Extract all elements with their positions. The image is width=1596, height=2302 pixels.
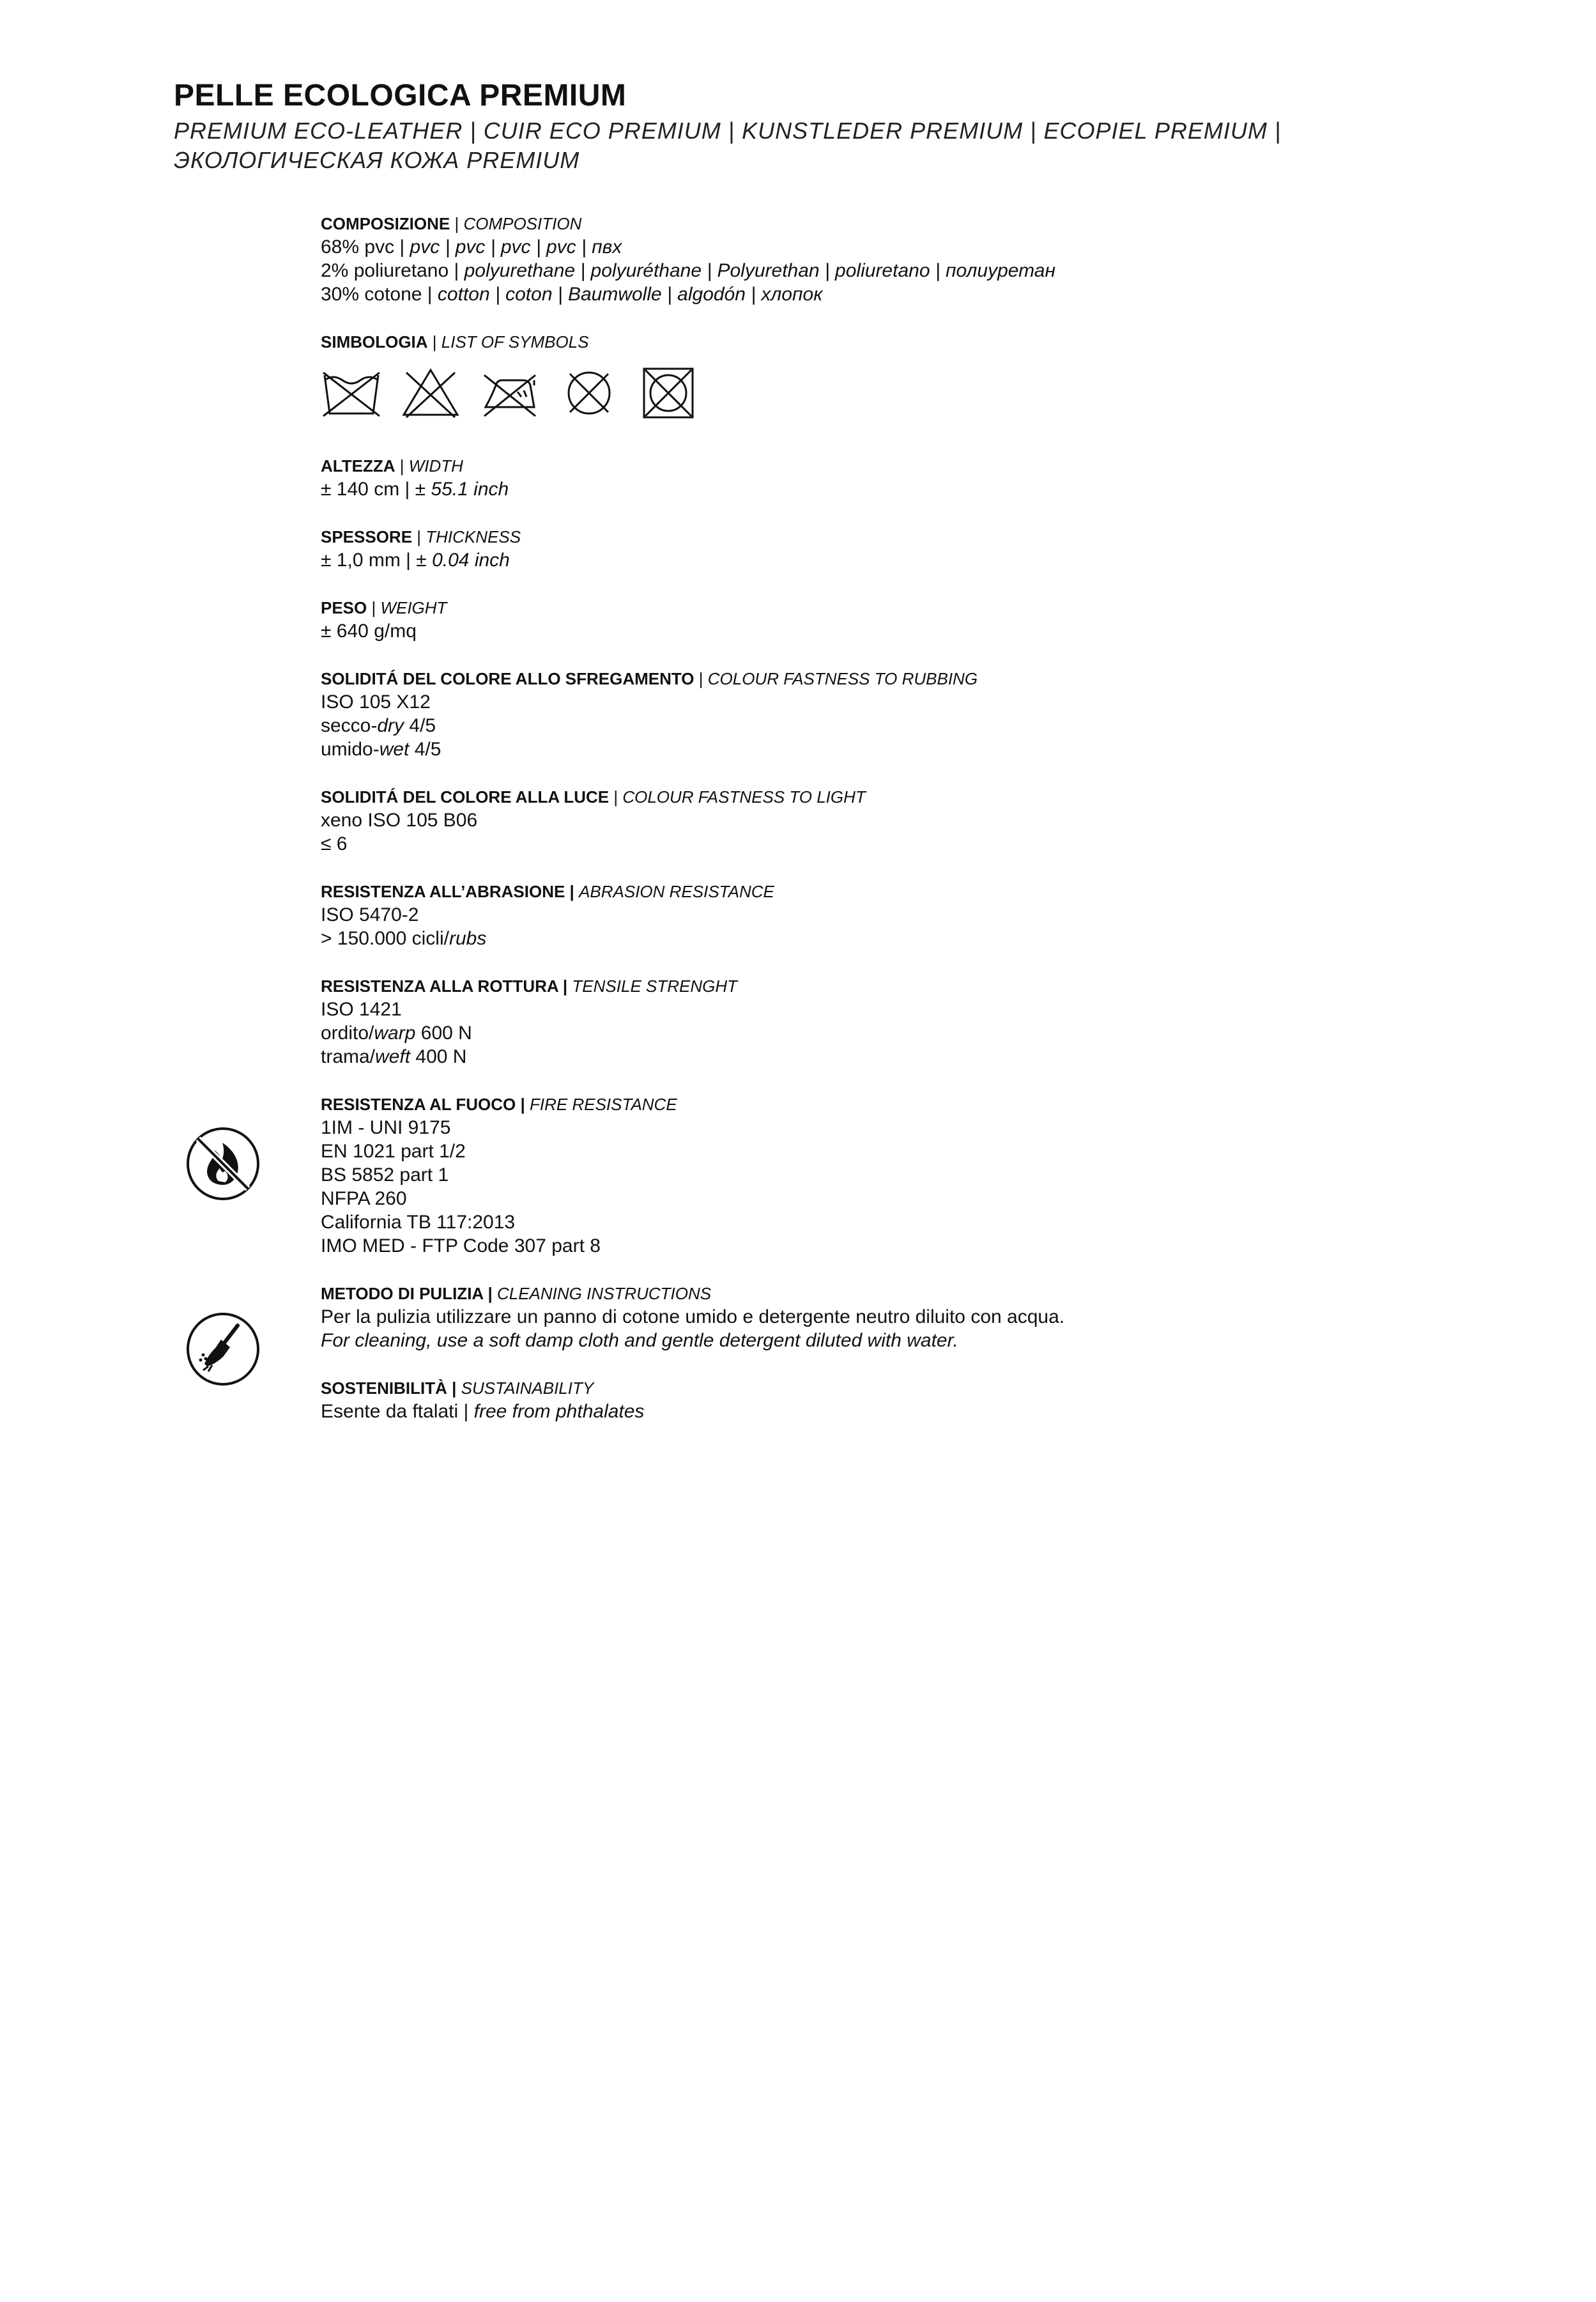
tensile-label-en: TENSILE STRENGHT <box>572 977 738 996</box>
cleaning-brush-icon <box>185 1311 261 1387</box>
thickness-label: SPESSORE <box>321 527 413 546</box>
do-not-wash-icon <box>321 366 382 420</box>
sustainability-value-en: free from phthalates <box>473 1401 645 1422</box>
page-title: PELLE ECOLOGICA PREMIUM <box>174 79 627 112</box>
do-not-dry-clean-icon <box>558 366 620 420</box>
fire-section <box>321 1093 1535 1258</box>
rubbing-dry: secco-dry 4/5 <box>321 715 436 736</box>
thickness-label-en: THICKNESS <box>426 527 521 546</box>
weight-label-en: WEIGHT <box>380 598 447 617</box>
weight-section: PESO | WEIGHT ± 640 g/mq <box>321 596 1535 643</box>
light-label: SOLIDITÁ DEL COLORE ALLA LUCE <box>321 787 610 807</box>
sustainability-section <box>321 1377 1535 1423</box>
cleaning-label-en: CLEANING INSTRUCTIONS <box>496 1284 712 1303</box>
composition-row: 2% poliuretano | polyurethane | polyuréthane | Polyurethan | poliuretano | полиуретан <box>321 260 1055 281</box>
width-section: ALTEZZA | WIDTH ± 140 cm | ± 55.1 inch <box>321 456 509 500</box>
fire-resistance-icon <box>185 1126 261 1201</box>
light-label-en: COLOUR FASTNESS TO LIGHT <box>622 787 866 807</box>
fire-standard: BS 5852 part 1 <box>321 1164 449 1186</box>
weight-label: PESO <box>321 598 367 617</box>
fire-label: RESISTENZA AL FUOCO | <box>321 1095 525 1114</box>
sustainability-label-en: SUSTAINABILITY <box>461 1379 594 1398</box>
fire-standard: IMO MED - FTP Code 307 part 8 <box>321 1235 601 1256</box>
tensile-warp: ordito/warp 600 N <box>321 1023 472 1044</box>
abrasion-standard: ISO 5470-2 <box>321 904 419 925</box>
sustainability-value: Esente da ftalati | <box>321 1401 469 1422</box>
subtitle-line-1: PREMIUM ECO-LEATHER | CUIR ECO PREMIUM | KUNSTLEDER PREMIUM | ECOPIEL PREMIUM | <box>174 118 1282 144</box>
do-not-iron-icon <box>479 366 541 420</box>
symbols-label: SIMBOLOGIA <box>321 332 428 351</box>
composition-section: COMPOSIZIONE | COMPOSITION 68% pvc | pvc | pvc | pvc | pvc | пвх 2% poliuretano | polyurethane | polyuréthane | Polyurethan | poliuretano | полиуретан 30% cotone | cotton | coton | Baumwolle | algodón | хлопок <box>321 212 1535 306</box>
fire-standard: EN 1021 part 1/2 <box>321 1141 466 1162</box>
composition-row: 68% pvc | pvc | pvc | pvc | pvc | пвх <box>321 236 622 258</box>
cleaning-text-en: For cleaning, use a soft damp cloth and gentle detergent diluted with water. <box>321 1330 958 1351</box>
rubbing-wet: umido-wet 4/5 <box>321 739 441 760</box>
tensile-weft: trama/weft 400 N <box>321 1046 467 1067</box>
composition-label-en: COMPOSITION <box>463 214 582 233</box>
fire-label-en: FIRE RESISTANCE <box>530 1095 677 1114</box>
fire-standard: 1IM - UNI 9175 <box>321 1117 451 1138</box>
rubbing-label-en: COLOUR FASTNESS TO RUBBING <box>707 669 978 688</box>
do-not-bleach-icon <box>400 366 461 420</box>
abrasion-section <box>321 880 1535 950</box>
thickness-value: ± 1,0 mm | <box>321 550 411 571</box>
subtitle-line-2: ЭКОЛОГИЧЕСКАЯ КОЖА PREMIUM <box>174 147 580 173</box>
width-value-en: ± 55.1 inch <box>415 479 509 500</box>
abrasion-label-en: ABRASION RESISTANCE <box>579 882 774 901</box>
rubbing-standard: ISO 105 X12 <box>321 691 431 713</box>
cleaning-section <box>321 1282 1535 1352</box>
width-value: ± 140 cm | <box>321 479 410 500</box>
width-label-en: WIDTH <box>408 456 463 475</box>
light-value: ≤ 6 <box>321 833 348 854</box>
symbols-section: SIMBOLOGIA | LIST OF SYMBOLS <box>321 330 1535 420</box>
abrasion-label: RESISTENZA ALL’ABRASIONE | <box>321 882 574 901</box>
tensile-standard: ISO 1421 <box>321 999 402 1020</box>
tensile-label: RESISTENZA ALLA ROTTURA | <box>321 977 568 996</box>
spec-content <box>321 212 1535 1448</box>
weight-value: ± 640 g/mq <box>321 621 417 642</box>
fire-standard: NFPA 260 <box>321 1188 407 1209</box>
abrasion-value: > 150.000 cicli/rubs <box>321 928 487 949</box>
cleaning-label: METODO DI PULIZIA | <box>321 1284 493 1303</box>
cleaning-text-it: Per la pulizia utilizzare un panno di cotone umido e detergente neutro diluito con acqua. <box>321 1306 1065 1327</box>
light-section: SOLIDITÁ DEL COLORE ALLA LUCE | COLOUR FASTNESS TO LIGHT xeno ISO 105 B06 ≤ 6 <box>321 785 1535 856</box>
do-not-tumble-dry-icon <box>638 366 699 420</box>
thickness-value-en: ± 0.04 inch <box>416 550 510 571</box>
tensile-section <box>321 975 1535 1069</box>
sustainability-label: SOSTENIBILITÀ | <box>321 1379 457 1398</box>
document-header <box>174 75 1452 175</box>
composition-row: 30% cotone | cotton | coton | Baumwolle | algodón | хлопок <box>321 284 823 305</box>
fire-standard: California TB 117:2013 <box>321 1212 516 1233</box>
thickness-section: SPESSORE | THICKNESS ± 1,0 mm | ± 0.04 inch <box>321 527 521 571</box>
rubbing-label: SOLIDITÁ DEL COLORE ALLO SFREGAMENTO <box>321 669 694 688</box>
light-standard: xeno ISO 105 B06 <box>321 810 478 831</box>
care-symbols <box>321 366 1535 420</box>
width-label: ALTEZZA <box>321 456 395 475</box>
rubbing-section: SOLIDITÁ DEL COLORE ALLO SFREGAMENTO | COLOUR FASTNESS TO RUBBING ISO 105 X12 secco-dry 4/5 umido-wet 4/5 <box>321 667 1535 761</box>
composition-label: COMPOSIZIONE <box>321 214 450 233</box>
symbols-label-en: LIST OF SYMBOLS <box>441 332 589 351</box>
